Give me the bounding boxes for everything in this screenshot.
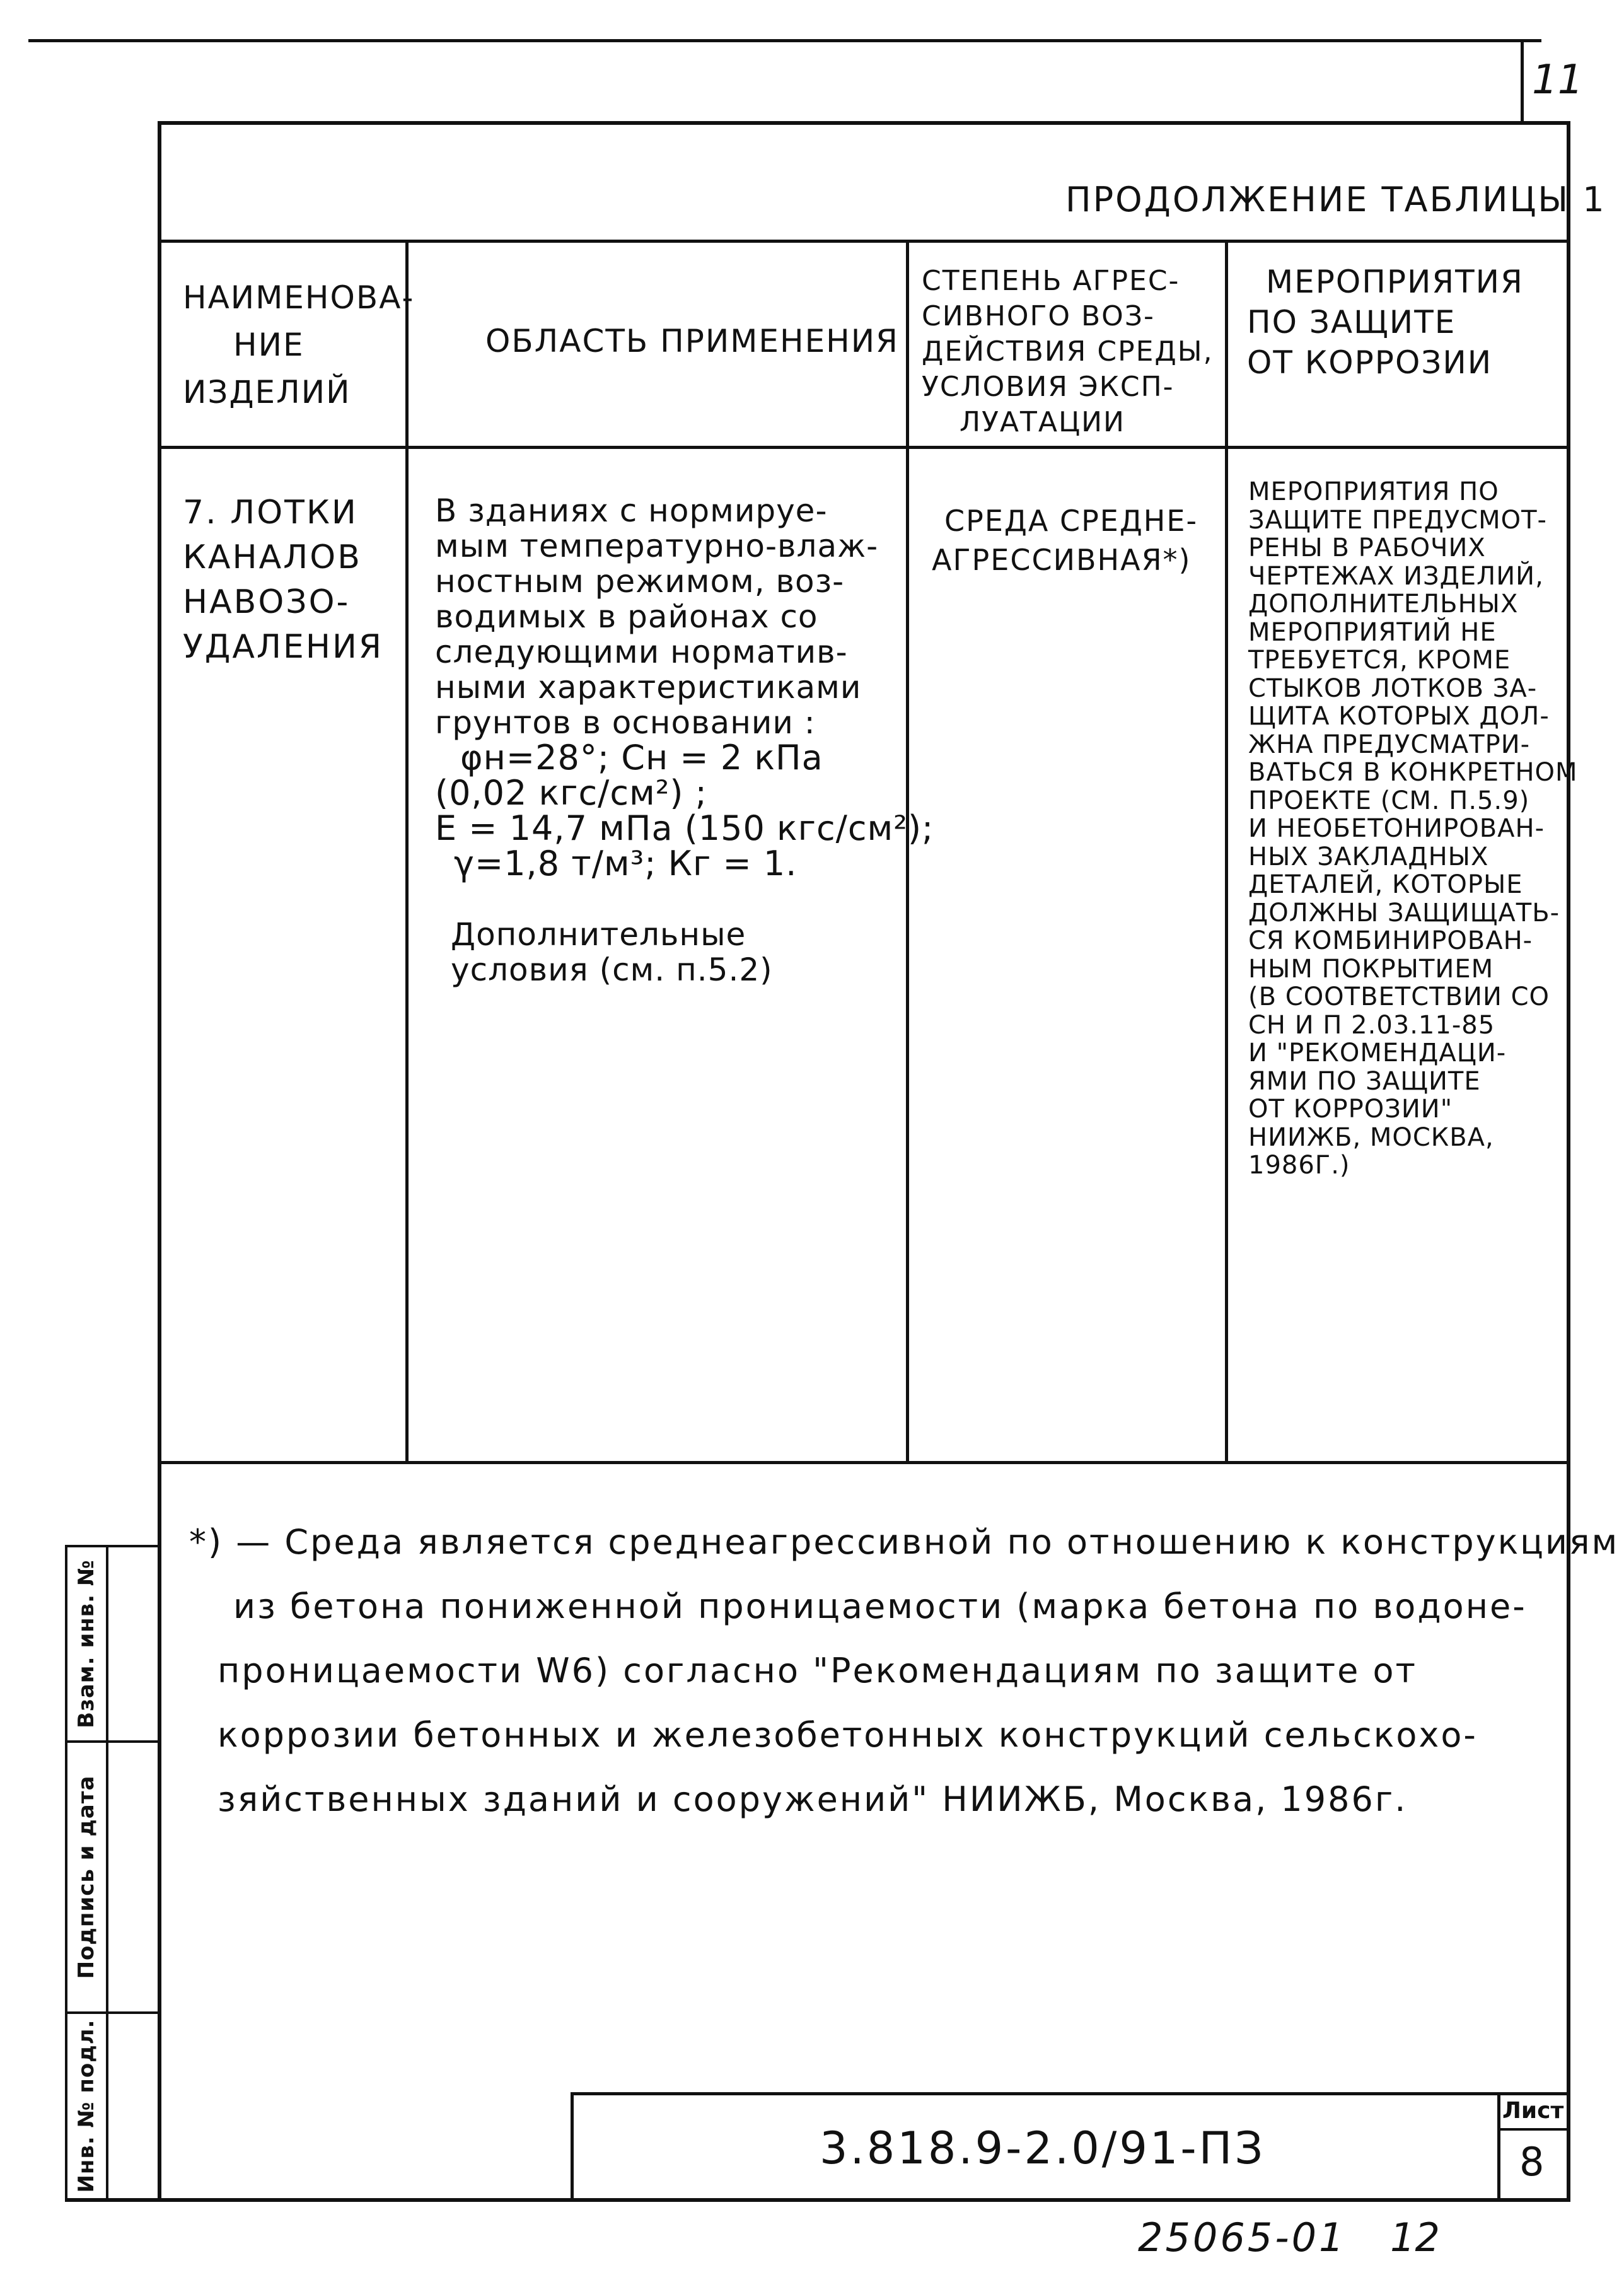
footnote: *) — Среда является среднеагрессивной по отношению к конструкциям из бетона пониженной проницаемости (марка бетона по водоне- проницаемости W6) согласно "Рекомендациям по защите от коррозии бетонных и железобетонных конструкций сельскохо- зяйственных зданий и сооружений" НИИЖБ, Москва, 1986г. <box>189 1522 1620 1819</box>
title-block-left <box>571 2092 574 2201</box>
col-divider-1 <box>405 240 409 1463</box>
page-number: 11 <box>1532 57 1584 103</box>
col-divider-3 <box>1225 240 1228 1463</box>
row-aggressiveness: СРЕДА СРЕДНЕ- АГРЕССИВНАЯ*) <box>932 504 1198 577</box>
frame-left <box>158 121 161 2202</box>
archive-number: 25065-01 <box>1138 2214 1347 2261</box>
row-application-area: В зданиях с нормируе- мым температурно-влаж- ностным режимом, воз- водимых в районах со следующими норматив- ными характеристиками грунтов в основании : φн=28°; Сн = 2 кПа (0,02 кгс/см²) ; Е = 14,7 мПа (150 кгс/см²); γ=1,8 т/м³; Кг = 1. Дополнительные условия (см. п.5.2) <box>435 492 934 988</box>
sheet-box-divider <box>1499 2128 1569 2131</box>
side-stamp-inv-podl: Инв. № подл. <box>74 2019 99 2193</box>
sheet-box-left <box>1497 2092 1500 2201</box>
sheet-number: 8 <box>1519 2139 1545 2185</box>
row-item-name: 7. ЛОТКИ КАНАЛОВ НАВОЗО- УДАЛЕНИЯ <box>183 494 383 666</box>
header-col4: МЕРОПРИЯТИЯ ПО ЗАЩИТЕ ОТ КОРРОЗИИ <box>1247 264 1524 381</box>
header-col1: НАИМЕНОВА- НИЕ ИЗДЕЛИЙ <box>183 279 415 410</box>
frame-top <box>160 121 1570 125</box>
side-stamp-vzam-inv: Взам. инв. № <box>74 1559 99 1728</box>
side-stamp-podpis-data: Подпись и дата <box>74 1775 99 1979</box>
document-code: 3.818.9-2.0/91-ПЗ <box>820 2122 1266 2174</box>
table-top-line <box>160 240 1569 243</box>
header-col2: ОБЛАСТЬ ПРИМЕНЕНИЯ <box>485 323 899 359</box>
row-protection-measures: МЕРОПРИЯТИЯ ПО ЗАЩИТЕ ПРЕДУСМОТ- РЕНЫ В РАБОЧИХ ЧЕРТЕЖАХ ИЗДЕЛИЙ, ДОПОЛНИТЕЛЬНЫХ МЕРОПРИЯТИЙ НЕ ТРЕБУЕТСЯ, КРОМЕ СТЫКОВ ЛОТКОВ ЗА- ЩИТА КОТОРЫХ ДОЛ- ЖНА ПРЕДУСМАТРИ- ВАТЬСЯ В КОНКРЕТНОМ ПРОЕКТЕ (СМ. П.5.9) И НЕОБЕТОНИРОВАН- НЫХ ЗАКЛАДНЫХ ДЕТАЛЕЙ, КОТОРЫЕ ДОЛЖНЫ ЗАЩИЩАТЬ- СЯ КОМБИНИРОВАН- НЫМ ПОКРЫТИЕМ (В СООТВЕТСТВИИ СО СН И П 2.03.11-85 И "РЕКОМЕНДАЦИ- ЯМИ ПО ЗАЩИТЕ ОТ КОРРОЗИИ" НИИЖБ, МОСКВА, 1986Г.) <box>1248 477 1578 1180</box>
table-caption: ПРОДОЛЖЕНИЕ ТАБЛИЦЫ 1 <box>1065 180 1606 219</box>
table-bottom-line <box>160 1461 1569 1464</box>
header-col3: СТЕПЕНЬ АГРЕС- СИВНОГО ВОЗ- ДЕЙСТВИЯ СРЕДЫ, УСЛОВИЯ ЭКСП- ЛУАТАЦИИ <box>922 265 1214 438</box>
archive-sheet: 12 <box>1390 2214 1440 2261</box>
title-block-top <box>572 2092 1569 2095</box>
frame-bottom <box>65 2198 1570 2202</box>
page-number-box-left <box>1521 39 1524 121</box>
top-rule <box>28 39 1541 42</box>
header-bottom-line <box>160 446 1569 449</box>
sheet-label: Лист <box>1502 2098 1564 2124</box>
